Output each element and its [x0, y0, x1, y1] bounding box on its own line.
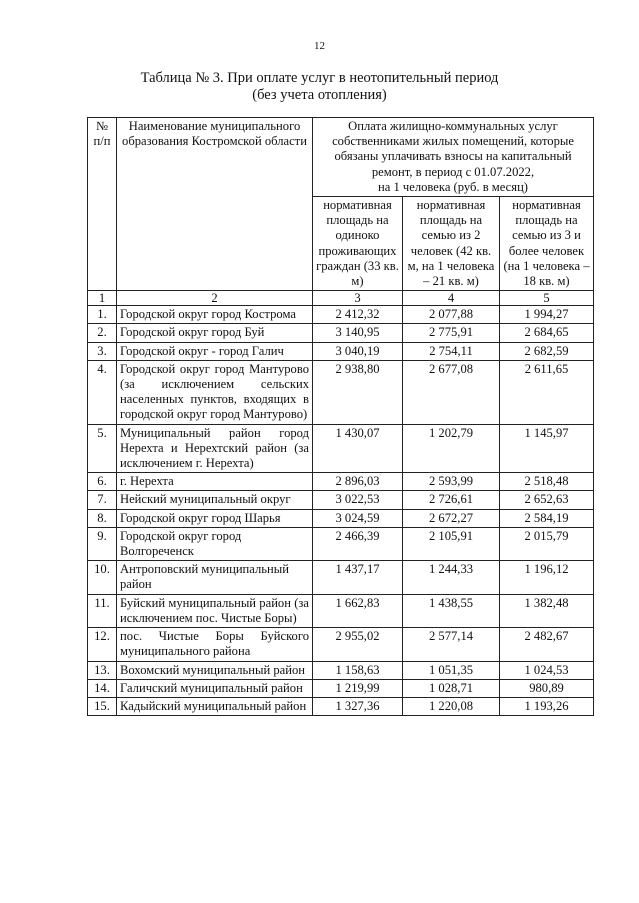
table-body: [88, 291, 594, 716]
column-index: 3: [313, 291, 403, 306]
row-value-single: 2 896,03: [313, 473, 403, 491]
row-value-family2: 2 577,14: [403, 628, 500, 661]
row-number: 8.: [88, 509, 117, 527]
row-number: 10.: [88, 561, 117, 594]
row-number: 4.: [88, 360, 117, 424]
row-value-family3: 2 584,19: [500, 509, 594, 527]
row-value-family3: 2 682,59: [500, 342, 594, 360]
row-value-family3: 980,89: [500, 679, 594, 697]
header-group-line1: Оплата жилищно-коммунальных услуг собственниками жилых помещений, которые обязаны уплачивать взносы на капитальный ремонт, в период с 01.07.2022,: [332, 119, 574, 179]
row-name: Антроповский муниципальный район: [117, 561, 313, 594]
row-value-family3: 1 024,53: [500, 661, 594, 679]
row-value-family3: 2 482,67: [500, 628, 594, 661]
row-value-single: 3 022,53: [313, 491, 403, 509]
row-number: 7.: [88, 491, 117, 509]
row-value-family2: 2 105,91: [403, 527, 500, 560]
table-row: [88, 661, 594, 679]
table-row: [88, 679, 594, 697]
row-name: г. Нерехта: [117, 473, 313, 491]
row-value-single: 1 662,83: [313, 594, 403, 627]
row-value-family2: 2 677,08: [403, 360, 500, 424]
column-index: 5: [500, 291, 594, 306]
table-row: [88, 509, 594, 527]
table-row: [88, 473, 594, 491]
row-value-family2: 1 244,33: [403, 561, 500, 594]
table-title-line1: Таблица № 3. При оплате услуг в неотопительный период: [140, 70, 499, 86]
table-row: [88, 491, 594, 509]
row-value-family3: 1 382,48: [500, 594, 594, 627]
table-row: [88, 342, 594, 360]
column-index-row: [88, 291, 594, 306]
row-value-family3: 1 193,26: [500, 697, 594, 715]
table-row: [88, 561, 594, 594]
row-value-family2: 2 726,61: [403, 491, 500, 509]
header-name: Наименование муниципального образования Костромской области: [117, 118, 313, 291]
row-value-family3: 1 994,27: [500, 306, 594, 324]
header-num: № п/п: [88, 118, 117, 291]
table-title: [0, 70, 639, 104]
row-name: Городской округ - город Галич: [117, 342, 313, 360]
header-sub2: нормативная площадь на семью из 2 человек (42 кв. м, на 1 человека – 21 кв. м): [403, 197, 500, 291]
row-name: Городской округ город Буй: [117, 324, 313, 342]
row-value-single: 2 938,80: [313, 360, 403, 424]
row-value-family3: 2 518,48: [500, 473, 594, 491]
row-value-family2: 1 051,35: [403, 661, 500, 679]
row-name: Кадыйский муниципальный район: [117, 697, 313, 715]
row-value-family2: 2 077,88: [403, 306, 500, 324]
header-group-line2: на 1 человека (руб. в месяц): [378, 179, 528, 194]
row-number: 5.: [88, 424, 117, 473]
row-number: 11.: [88, 594, 117, 627]
row-value-single: 1 158,63: [313, 661, 403, 679]
column-index: 4: [403, 291, 500, 306]
header-row-1: [88, 118, 594, 197]
row-value-single: 1 437,17: [313, 561, 403, 594]
row-name: Городской округ город Шарья: [117, 509, 313, 527]
row-value-family3: 2 652,63: [500, 491, 594, 509]
row-value-family2: 1 220,08: [403, 697, 500, 715]
row-number: 15.: [88, 697, 117, 715]
row-number: 6.: [88, 473, 117, 491]
row-value-single: 2 955,02: [313, 628, 403, 661]
row-value-single: 1 219,99: [313, 679, 403, 697]
tariff-table: [87, 117, 594, 716]
row-value-single: 3 140,95: [313, 324, 403, 342]
column-index: 1: [88, 291, 117, 306]
row-value-family2: 1 202,79: [403, 424, 500, 473]
header-sub3: нормативная площадь на семью из 3 и более человек (на 1 человека – 18 кв. м): [500, 197, 594, 291]
table-row: [88, 424, 594, 473]
row-name: Галичский муниципальный район: [117, 679, 313, 697]
row-value-family2: 2 593,99: [403, 473, 500, 491]
table-row: [88, 527, 594, 560]
row-number: 12.: [88, 628, 117, 661]
row-number: 9.: [88, 527, 117, 560]
row-name: Городской округ город Мантурово (за исключением сельских населенных пунктов, входящих в городской округ город Мантурово): [117, 360, 313, 424]
table-row: [88, 360, 594, 424]
row-value-single: 3 024,59: [313, 509, 403, 527]
row-value-family2: 1 438,55: [403, 594, 500, 627]
row-value-family2: 2 754,11: [403, 342, 500, 360]
table-row: [88, 628, 594, 661]
header-sub1: нормативная площадь на одиноко проживающих граждан (33 кв. м): [313, 197, 403, 291]
table-row: [88, 324, 594, 342]
row-name: Нейский муниципальный округ: [117, 491, 313, 509]
table-row: [88, 697, 594, 715]
row-value-single: 2 466,39: [313, 527, 403, 560]
row-name: Городской округ город Волгореченск: [117, 527, 313, 560]
row-name: Муниципальный район город Нерехта и Нерехтский район (за исключением г. Нерехта): [117, 424, 313, 473]
row-value-family3: 1 196,12: [500, 561, 594, 594]
row-value-family3: 1 145,97: [500, 424, 594, 473]
row-name: Буйский муниципальный район (за исключением пос. Чистые Боры): [117, 594, 313, 627]
page-number: 12: [314, 40, 325, 52]
row-value-single: 1 430,07: [313, 424, 403, 473]
row-number: 13.: [88, 661, 117, 679]
row-value-family3: 2 015,79: [500, 527, 594, 560]
row-value-family2: 2 672,27: [403, 509, 500, 527]
row-name: Вохомский муниципальный район: [117, 661, 313, 679]
header-group: [313, 118, 594, 197]
row-number: 1.: [88, 306, 117, 324]
row-value-single: 3 040,19: [313, 342, 403, 360]
table-title-line2: (без учета отопления): [252, 87, 387, 103]
row-value-family3: 2 611,65: [500, 360, 594, 424]
table-row: [88, 594, 594, 627]
row-value-family3: 2 684,65: [500, 324, 594, 342]
row-value-single: 1 327,36: [313, 697, 403, 715]
row-value-single: 2 412,32: [313, 306, 403, 324]
row-name: пос. Чистые Боры Буйского муниципального района: [117, 628, 313, 661]
row-number: 2.: [88, 324, 117, 342]
table-row: [88, 306, 594, 324]
row-number: 3.: [88, 342, 117, 360]
row-value-family2: 1 028,71: [403, 679, 500, 697]
row-name: Городской округ город Кострома: [117, 306, 313, 324]
row-value-family2: 2 775,91: [403, 324, 500, 342]
column-index: 2: [117, 291, 313, 306]
row-number: 14.: [88, 679, 117, 697]
